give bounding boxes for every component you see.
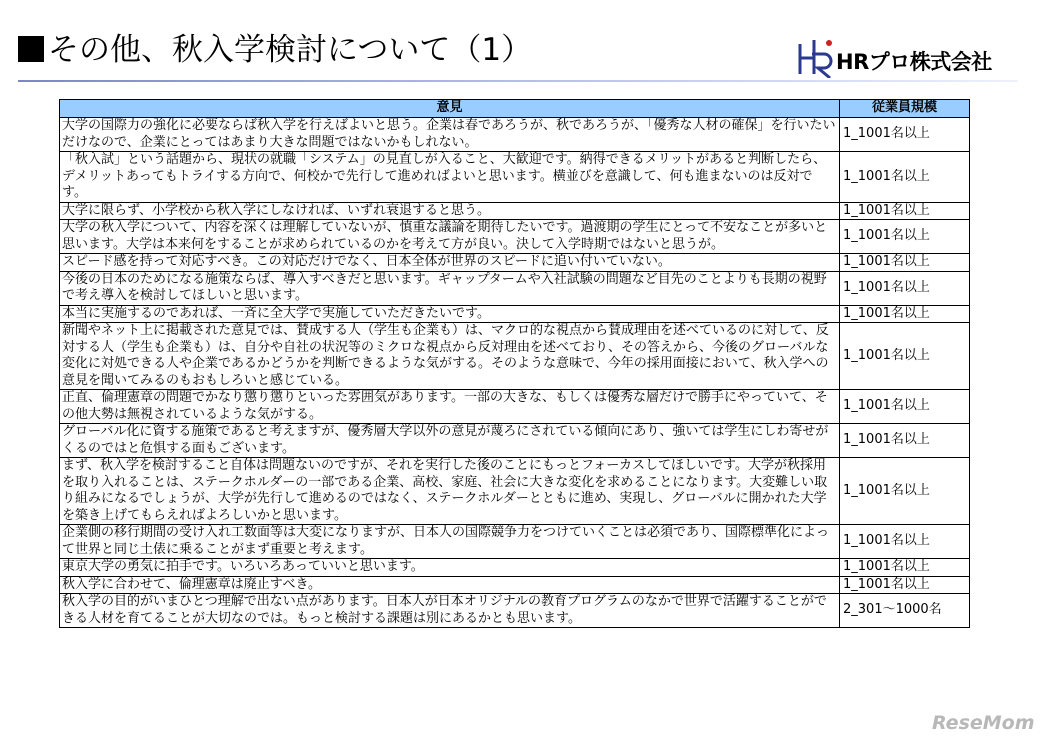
header-opinion: 意見 xyxy=(60,100,840,118)
table-row xyxy=(60,559,970,577)
opinion-cell: 本当に実施するのであれば、一斉に全大学で実施していただきたいです。 xyxy=(60,305,840,323)
opinion-cell: スピード感を持って対応すべき。この対応だけでなく、日本全体が世界のスピードに追い付いていない。 xyxy=(60,254,840,272)
table-row xyxy=(60,576,970,594)
table-row xyxy=(60,323,970,390)
company-size-cell: 1_1001名以上 xyxy=(840,220,970,254)
table-row xyxy=(60,594,970,628)
company-size-cell: 1_1001名以上 xyxy=(840,152,970,203)
table-row xyxy=(60,458,970,525)
company-size-cell: 1_1001名以上 xyxy=(840,559,970,577)
header-company-size: 従業員規模 xyxy=(840,100,970,118)
opinion-cell: 大学の秋入学について、内容を深くは理解していないが、慎重な議論を期待したいです。過渡期の学生にとって不安なことが多いと思います。大学は本来何をすることが求められているのかを考えて方が良い。決して入学時期ではないと思うが。 xyxy=(60,220,840,254)
table-header-row xyxy=(60,100,970,118)
opinion-cell: 秋入学の目的がいまひとつ理解で出ない点があります。日本人が日本オリジナルの教育プログラムのなかで世界で活躍することができる人材を育てることが大切なのでは。もっと検討する課題は別にあるかとも思います。 xyxy=(60,594,840,628)
company-size-cell: 1_1001名以上 xyxy=(840,271,970,305)
table-row xyxy=(60,220,970,254)
table-row xyxy=(60,152,970,203)
company-size-cell: 1_1001名以上 xyxy=(840,202,970,220)
company-size-cell: 1_1001名以上 xyxy=(840,390,970,424)
table-row xyxy=(60,525,970,559)
opinion-cell: 秋入学に合わせて、倫理憲章は廃止すべき。 xyxy=(60,576,840,594)
table-row xyxy=(60,202,970,220)
company-size-cell: 1_1001名以上 xyxy=(840,576,970,594)
opinion-table xyxy=(59,99,970,628)
opinion-cell: まず、秋入学を検討すること自体は問題ないのですが、それを実行した後のことにもっとフォーカスしてほしいです。大学が秋採用を取り入れることは、ステークホルダーの一部である企業、高校、家庭、社会に大きな変化を求めることになります。大変難しい取り組みになるでしょうが、大学が先行して進めるのではなく、ステークホルダーとともに進め、実現し、グローバルに開かれた大学を築き上げてもらえればよろしいかと思います。 xyxy=(60,458,840,525)
opinion-cell: 正直、倫理憲章の問題でかなり懲り懲りといった雰囲気があります。一部の大きな、もしくは優秀な層だけで勝手にやっていて、その他大勢は無視されているような気がする。 xyxy=(60,390,840,424)
slide-title xyxy=(18,30,532,70)
company-size-cell: 1_1001名以上 xyxy=(840,254,970,272)
title-underline xyxy=(18,80,1018,82)
company-size-cell: 1_1001名以上 xyxy=(840,525,970,559)
opinion-cell: 「秋入試」という話題から、現状の就職「システム」の見直しが入ること、大歓迎です。納得できるメリットがあると判断したら、デメリットあってもトライする方向で、何校かで先行して進めればよいと思います。横並びを意識して、何も進まないのは反対です。 xyxy=(60,152,840,203)
company-size-cell: 1_1001名以上 xyxy=(840,424,970,458)
slide-title-text: その他、秋入学検討について（1） xyxy=(48,32,533,68)
table-row xyxy=(60,424,970,458)
opinion-cell: 東京大学の勇気に拍手です。いろいろあっていいと思います。 xyxy=(60,559,840,577)
table-row xyxy=(60,118,970,152)
opinion-cell: 大学の国際力の強化に必要ならば秋入学を行えばよいと思う。企業は春であろうが、秋であろうが、「優秀な人材の確保」を行いたいだけなので、企業にとってはあまり大きな問題ではないかもしれない。 xyxy=(60,118,840,152)
table-row xyxy=(60,390,970,424)
table-row xyxy=(60,305,970,323)
company-size-cell: 1_1001名以上 xyxy=(840,118,970,152)
square-bullet-icon xyxy=(18,36,44,62)
company-size-cell: 2_301～1000名 xyxy=(840,594,970,628)
resemom-watermark: ReseMom xyxy=(932,712,1035,734)
company-size-cell: 1_1001名以上 xyxy=(840,458,970,525)
opinion-cell: 大学に限らず、小学校から秋入学にしなければ、いずれ衰退すると思う。 xyxy=(60,202,840,220)
hr-logo-icon xyxy=(796,36,836,78)
opinion-cell: 今後の日本のためになる施策ならば、導入すべきだと思います。ギャップタームや入社試験の問題など目先のことよりも長期の視野で考え導入を検討してほしいと思います。 xyxy=(60,271,840,305)
opinion-cell: グローバル化に資する施策であると考えますが、優秀層大学以外の意見が蔑ろにされている傾向にあり、強いては学生にしわ寄せがくるのではと危惧する面もございます。 xyxy=(60,424,840,458)
table-row xyxy=(60,271,970,305)
company-size-cell: 1_1001名以上 xyxy=(840,323,970,390)
opinion-cell: 企業側の移行期間の受け入れ工数面等は大変になりますが、日本人の国際競争力をつけていくことは必須であり、国際標準化によって世界と同じ土俵に乗ることがまず重要と考えます。 xyxy=(60,525,840,559)
company-size-cell: 1_1001名以上 xyxy=(840,305,970,323)
table-row xyxy=(60,254,970,272)
company-name: HRプロ株式会社 xyxy=(836,50,992,74)
opinion-cell: 新聞やネット上に掲載された意見では、賛成する人（学生も企業も）は、マクロ的な視点から賛成理由を述べているのに対して、反対する人（学生も企業も）は、自分や自社の状況等のミクロな視点から反対理由を述べており、その答えから、今後のグローバルな変化に対処できる人や企業であるかどうかを判断できるような気がする。そのような意味で、今年の採用面接において、秋入学への意見を聞いてみるのもおもしろいと感じている。 xyxy=(60,323,840,390)
